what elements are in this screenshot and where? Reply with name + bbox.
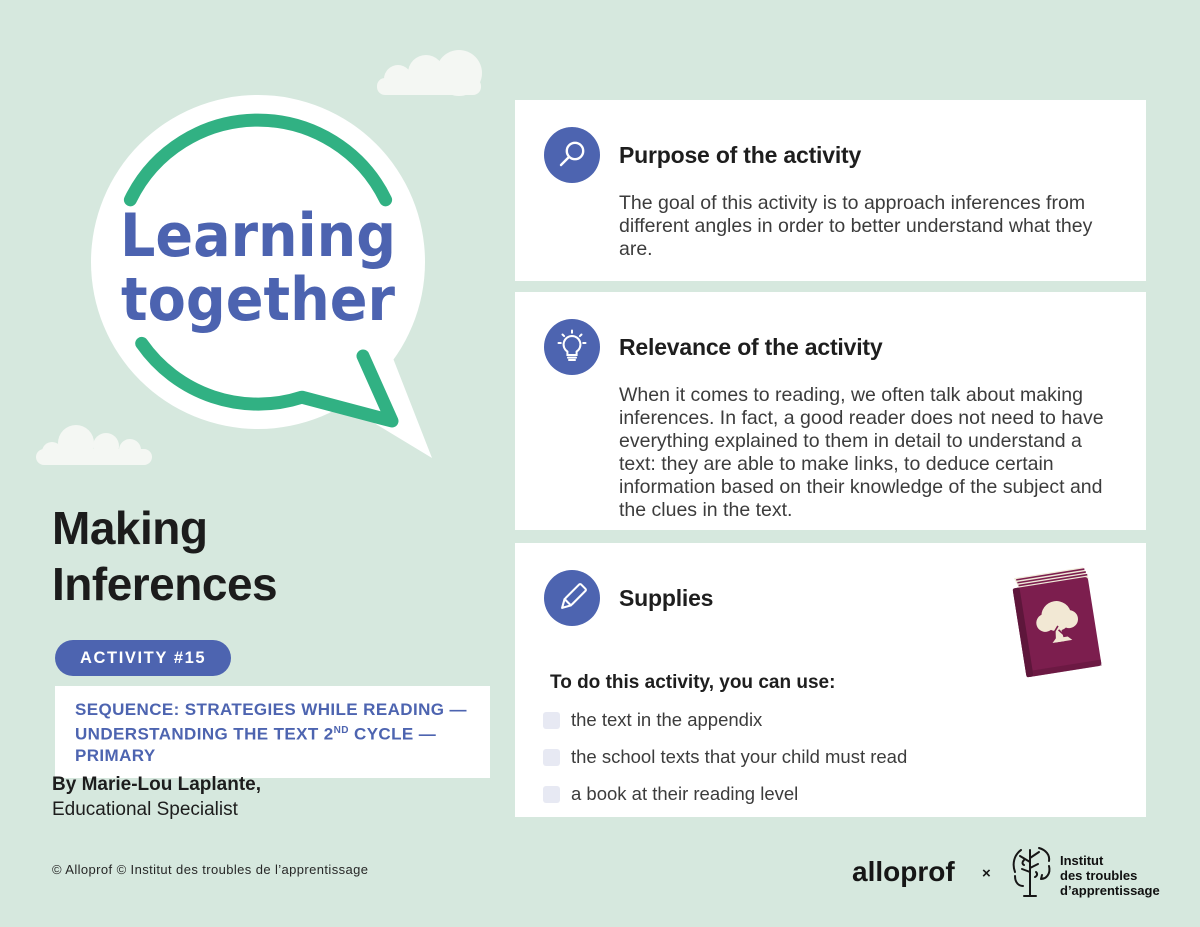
purpose-card bbox=[515, 100, 1146, 281]
supply-item bbox=[543, 709, 1146, 731]
institut-text-line-3: d’apprentissage bbox=[1060, 883, 1160, 898]
page-title-line-1: Making bbox=[52, 502, 208, 554]
byline bbox=[52, 772, 261, 822]
supply-item bbox=[543, 783, 1146, 805]
supply-item-label: the school texts that your child must read bbox=[571, 746, 908, 767]
checkbox-icon bbox=[543, 786, 560, 803]
author-role: Educational Specialist bbox=[52, 799, 238, 820]
sequence-line-2 bbox=[75, 720, 472, 766]
sequence-box bbox=[55, 686, 490, 778]
magnifier-icon bbox=[544, 127, 600, 183]
purpose-card-body: The goal of this activity is to approach inferences from different angles in order to better understand what they are. bbox=[619, 192, 1093, 260]
purpose-card-header bbox=[515, 100, 1146, 183]
page-title-line-2: Inferences bbox=[52, 558, 278, 610]
lightbulb-icon bbox=[544, 319, 600, 375]
learning-together-logo bbox=[70, 90, 470, 480]
supplies-card-title: Supplies bbox=[619, 584, 714, 611]
book-illustration bbox=[1001, 560, 1113, 678]
logo-word-2: together bbox=[121, 265, 396, 335]
sequence-superscript: ND bbox=[333, 725, 349, 736]
copyright-notice: © Alloprof © Institut des troubles de l’apprentissage bbox=[52, 862, 369, 877]
institut-text-line-1: Institut bbox=[1060, 853, 1104, 868]
checkbox-icon bbox=[543, 712, 560, 729]
purpose-card-title: Purpose of the activity bbox=[619, 141, 862, 168]
relevance-card bbox=[515, 292, 1146, 530]
supply-item-label: the text in the appendix bbox=[571, 709, 763, 730]
sequence-line-2-rest: CYCLE — PRIMARY bbox=[75, 724, 437, 765]
institut-logo-text bbox=[1060, 853, 1160, 898]
sequence-line-2-text: UNDERSTANDING THE TEXT 2 bbox=[75, 724, 334, 744]
sequence-line-1: SEQUENCE: STRATEGIES WHILE READING — bbox=[75, 700, 467, 719]
institut-tree-icon bbox=[1006, 842, 1054, 902]
checkbox-icon bbox=[543, 749, 560, 766]
activity-number-badge: ACTIVITY #15 bbox=[55, 640, 231, 676]
relevance-card-body: When it comes to reading, we often talk about making inferences. In fact, a good reader does not need to have everything explained to them in detail to understand a text: they are able to make links, to deduce certain information based on their knowledge of the subject and the clues in the text. bbox=[619, 384, 1104, 521]
partnership-x-separator: × bbox=[982, 865, 991, 882]
supplies-card bbox=[515, 543, 1146, 817]
supply-item-label: a book at their reading level bbox=[571, 783, 799, 804]
supply-item bbox=[543, 746, 1146, 768]
pencil-icon bbox=[544, 570, 600, 626]
page-title bbox=[52, 500, 277, 612]
author-name: By Marie-Lou Laplante, bbox=[52, 774, 262, 795]
institut-text-line-2: des troubles bbox=[1060, 868, 1138, 883]
relevance-card-header bbox=[515, 292, 1146, 375]
relevance-card-title: Relevance of the activity bbox=[619, 333, 883, 360]
alloprof-logo: alloprof bbox=[852, 856, 955, 887]
supplies-intro: To do this activity, you can use: bbox=[550, 672, 836, 693]
logo-word-1: Learning bbox=[120, 201, 396, 271]
